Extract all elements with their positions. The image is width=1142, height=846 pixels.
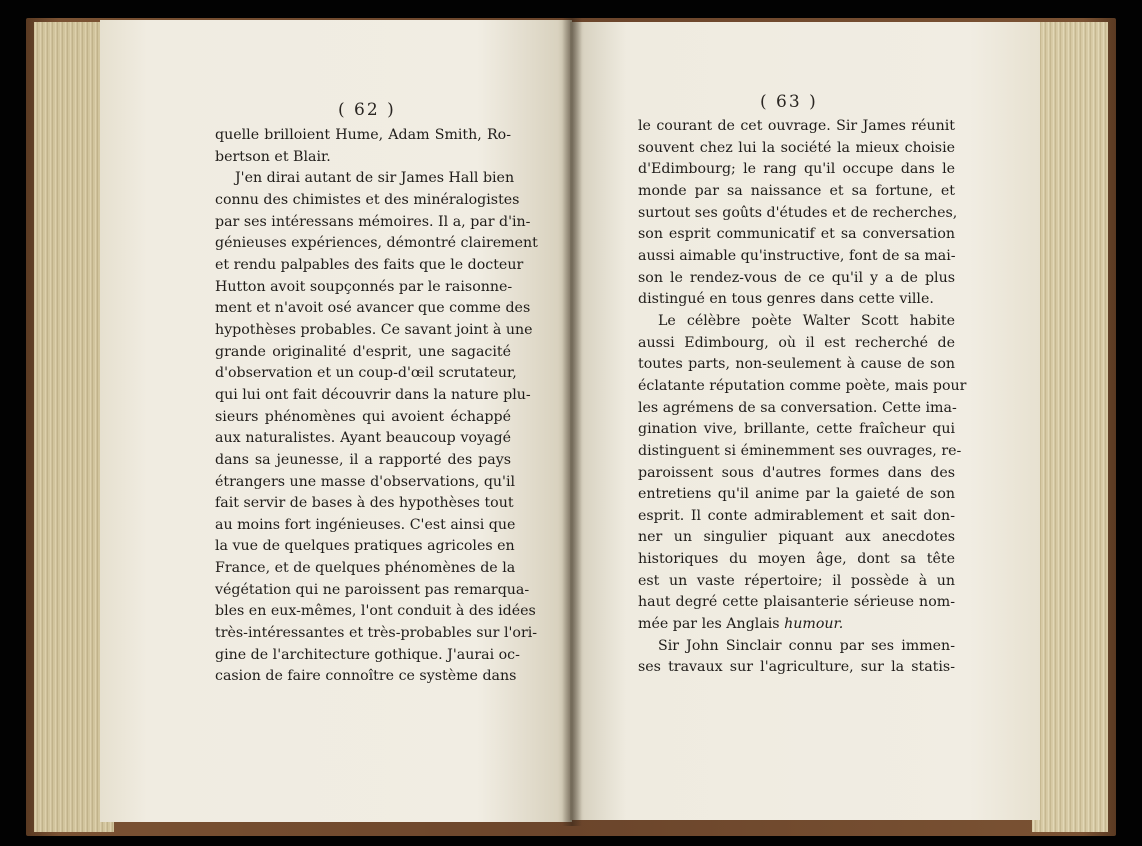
- page-number-63: ( 63 ): [760, 92, 818, 112]
- text-line: Hutton avoit soupçonnés par le raisonne-: [215, 278, 513, 295]
- text-line: aux naturalistes. Ayant beaucoup voyagé: [215, 430, 511, 447]
- text-line: monde par sa naissance et sa fortune, et: [638, 182, 955, 199]
- text-line: distinguent si éminemment ses ouvrages, re-: [638, 442, 962, 459]
- text-line: ner un singulier piquant aux anecdotes: [638, 529, 955, 546]
- text-line: quelle brilloient Hume, Adam Smith, Ro-: [215, 127, 511, 143]
- text-line: bertson et Blair.: [215, 148, 331, 165]
- left-page-text: [215, 125, 538, 688]
- page-number-62: ( 62 ): [338, 100, 396, 120]
- text-line: ment et n'avoit osé avancer que comme des: [215, 300, 531, 317]
- text-line: aussi Edimbourg, où il est recherché de: [638, 334, 955, 351]
- text-line: Le célèbre poète Walter Scott habite: [658, 312, 955, 329]
- text-line: la vue de quelques pratiques agricoles en: [215, 538, 515, 555]
- text-line: historiques du moyen âge, dont sa tête: [638, 551, 955, 568]
- text-line: au moins fort ingénieuses. C'est ainsi que: [215, 516, 516, 533]
- text-line: d'Edimbourg; le rang qu'il occupe dans le: [638, 161, 955, 178]
- text-line: d'observation et un coup-d'œil scrutateur,: [215, 365, 517, 382]
- text-line: bles en eux-mêmes, l'ont conduit à des idées: [215, 603, 536, 620]
- text-line: [638, 614, 955, 636]
- text-line: et rendu palpables des faits que le docteur: [215, 256, 524, 273]
- text-line: qui lui ont fait découvrir dans la nature plu-: [215, 386, 531, 403]
- right-page: [570, 22, 1040, 820]
- text-line: grande originalité d'esprit, une sagacité: [215, 343, 511, 360]
- text-line: Sir John Sinclair connu par ses immen-: [658, 637, 955, 654]
- text-line: distingué en tous genres dans cette ville.: [638, 291, 934, 308]
- text-line: son esprit communicatif et sa conversation: [638, 226, 955, 243]
- text-line: France, et de quelques phénomènes de la: [215, 560, 516, 577]
- right-page-text: [638, 116, 967, 679]
- page-edges-right: [1032, 22, 1108, 832]
- text-line: paroissent sous d'autres formes dans des: [638, 464, 955, 481]
- text-line: végétation qui ne paroissent pas remarqua-: [215, 581, 530, 598]
- text-line: dans sa jeunesse, il a rapporté des pays: [215, 451, 511, 468]
- book-gutter: [562, 18, 582, 826]
- text-line: gination vive, brillante, cette fraîcheur qui: [638, 421, 955, 438]
- text-line: le courant de cet ouvrage. Sir James réunit: [638, 118, 955, 134]
- text-line: hypothèses probables. Ce savant joint à une: [215, 321, 533, 338]
- text-line: par ses intéressans mémoires. Il a, par d'in-: [215, 213, 531, 230]
- text-line: fait servir de bases à des hypothèses tout: [215, 495, 514, 512]
- text-line: très-intéressantes et très-probables sur l'ori-: [215, 625, 538, 642]
- text-fragment: mée par les Anglais: [638, 616, 780, 633]
- text-line: étrangers une masse d'observations, qu'il: [215, 473, 516, 490]
- text-line: gine de l'architecture gothique. J'aurai oc-: [215, 646, 520, 663]
- text-line: toutes parts, non-seulement à cause de son: [638, 356, 955, 373]
- text-line: aussi aimable qu'instructive, font de sa mai-: [638, 247, 956, 264]
- text-line: souvent chez lui la société la mieux choisie: [638, 139, 955, 156]
- text-line: esprit. Il conte admirablement et sait don-: [638, 507, 955, 524]
- text-line: éclatante réputation comme poète, mais pour: [638, 377, 967, 394]
- text-line: casion de faire connoître ce système dans: [215, 668, 517, 685]
- text-line: les agrémens de sa conversation. Cette ima-: [638, 399, 957, 416]
- text-line: haut degré cette plaisanterie sérieuse nom-: [638, 594, 955, 611]
- text-line: surtout ses goûts d'études et de recherches,: [638, 204, 958, 221]
- text-line: est un vaste répertoire; il possède à un: [638, 572, 955, 589]
- italic-word: humour.: [784, 616, 844, 633]
- text-line: connu des chimistes et des minéralogistes: [215, 191, 520, 208]
- text-line: sieurs phénomènes qui avoient échappé: [215, 408, 511, 425]
- text-line: son le rendez-vous de ce qu'il y a de plus: [638, 269, 955, 286]
- text-line: entretiens qu'il anime par la gaieté de son: [638, 486, 955, 503]
- text-line: ses travaux sur l'agriculture, sur la statis-: [638, 659, 955, 676]
- text-line: génieuses expériences, démontré clairement: [215, 235, 538, 252]
- text-line: J'en dirai autant de sir James Hall bien: [235, 170, 515, 187]
- left-page: [100, 20, 572, 822]
